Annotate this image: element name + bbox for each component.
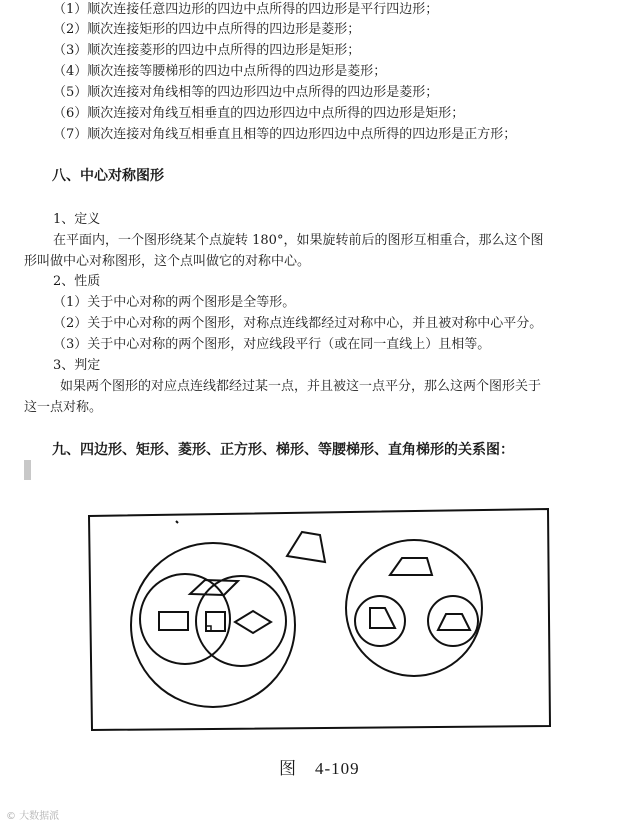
parallelogram-circle (131, 543, 295, 707)
isosceles-trapezoid-circle (428, 596, 478, 646)
square-shape (206, 612, 225, 631)
trapezoid-shape (390, 558, 432, 575)
property-1: （1）关于中心对称的两个图形是全等形。 (53, 295, 296, 310)
definition-line-1: 在平面内，一个图形绕某个点旋转 180°，如果旋转前后的图形互相重合，那么这个图 (53, 233, 544, 248)
figure-caption: 图 4-109 (279, 759, 360, 778)
watermark: © 大数据派 (6, 811, 60, 822)
judgement-label: 3、判定 (53, 358, 101, 373)
section8-title: 八、中心对称图形 (52, 168, 164, 184)
trapezoid-circle (346, 540, 482, 676)
stray-mark (176, 521, 178, 523)
rectangle-circle (140, 574, 230, 664)
section9-title: 九、四边形、矩形、菱形、正方形、梯形、等腰梯形、直角梯形的关系图： (52, 442, 514, 458)
parallelogram-shape (190, 580, 238, 595)
isosceles-trapezoid-shape (438, 614, 470, 630)
midpoint-fact-2: （2）顺次连接矩形的四边中点所得的四边形是菱形； (53, 22, 361, 37)
midpoint-fact-6: （6）顺次连接对角线互相垂直的四边形四边中点所得的四边形是矩形； (53, 106, 465, 121)
midpoint-fact-7: （7）顺次连接对角线互相垂直且相等的四边形四边中点所得的四边形是正方形； (53, 127, 517, 142)
general-quadrilateral-shape (287, 532, 325, 562)
rhombus-shape (235, 611, 271, 633)
midpoint-fact-4: （4）顺次连接等腰梯形的四边中点所得的四边形是菱形； (53, 64, 387, 79)
midpoint-fact-3: （3）顺次连接菱形的四边中点所得的四边形是矩形； (53, 43, 361, 58)
judgement-line-1: 如果两个图形的对应点连线都经过某一点，并且被这一点平分，那么这两个图形关于 (60, 379, 542, 394)
midpoint-fact-5: （5）顺次连接对角线相等的四边形四边中点所得的四边形是菱形； (53, 85, 439, 100)
judgement-line-2: 这一点对称。 (24, 400, 103, 415)
right-trapezoid-circle (355, 596, 405, 646)
rectangle-shape (159, 612, 188, 630)
definition-line-2: 形叫做中心对称图形，这个点叫做它的对称中心。 (24, 254, 311, 269)
properties-label: 2、性质 (53, 274, 101, 289)
property-3: （3）关于中心对称的两个图形，对应线段平行（或在同一直线上）且相等。 (53, 337, 491, 352)
definition-label: 1、定义 (53, 212, 101, 227)
midpoint-fact-1: （1）顺次连接任意四边形的四边中点所得的四边形是平行四边形； (53, 2, 439, 17)
rhombus-circle (196, 576, 286, 666)
right-trapezoid-shape (370, 608, 395, 628)
property-2: （2）关于中心对称的两个图形，对称点连线都经过对称中心，并且被对称中心平分。 (53, 316, 543, 331)
